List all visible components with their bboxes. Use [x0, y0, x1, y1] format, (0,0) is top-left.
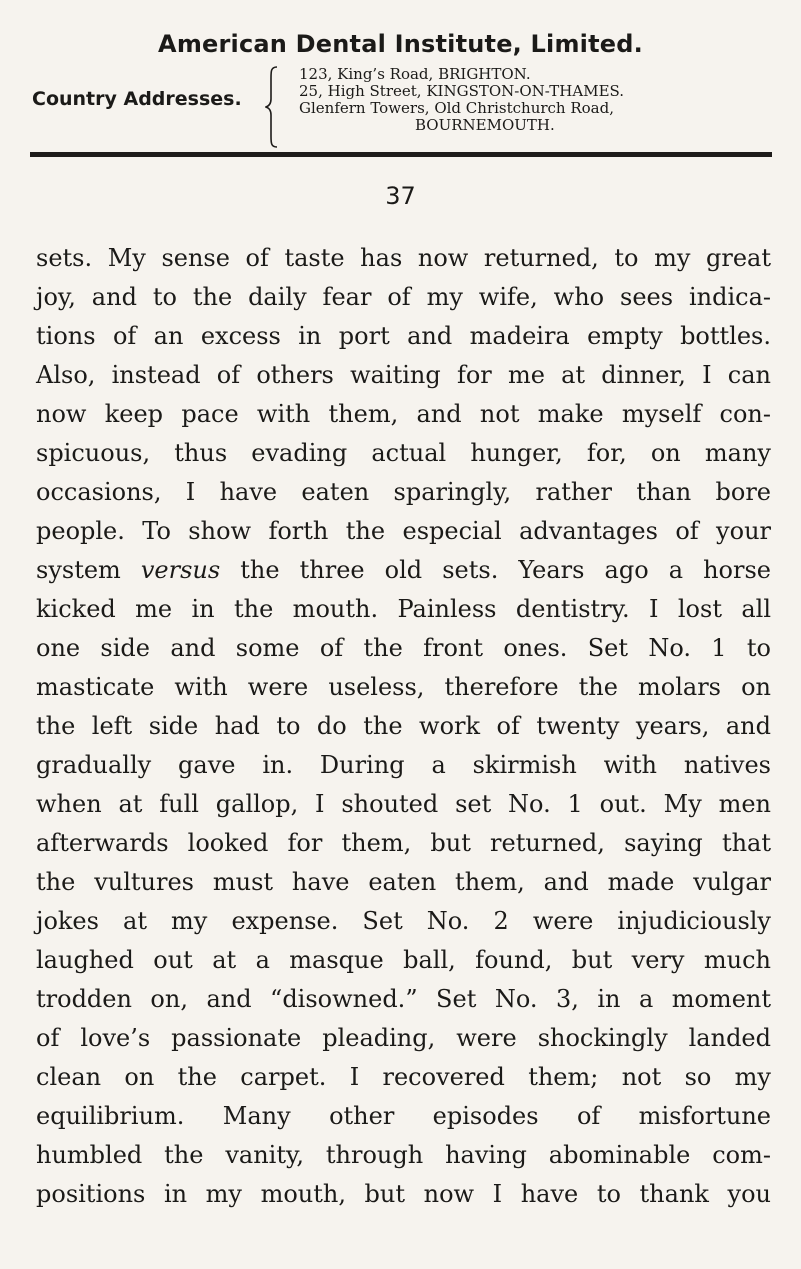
text-segment: system [36, 556, 141, 584]
text-line: trodden on, and “disowned.” Set No. 3, in a moment [36, 985, 771, 1013]
text-line: when at full gallop, I shouted set No. 1 out. My men [36, 790, 771, 818]
country-addresses-label: Country Addresses. [32, 88, 242, 110]
page-number: 37 [385, 182, 416, 210]
text-line: the left side had to do the work of twenty years, and [36, 712, 771, 740]
text-line: laughed out at a masque ball, found, but very much [36, 946, 771, 974]
text-line: one side and some of the front ones. Set No. 1 to [36, 634, 771, 662]
address-glenfern: Glenfern Towers, Old Christchurch Road, [299, 99, 614, 117]
italic-word: versus [140, 556, 221, 584]
text-line: now keep pace with them, and not make myself con- [36, 400, 771, 428]
header-divider [30, 152, 772, 157]
text-line: kicked me in the mouth. Painless dentistry. I lost all [36, 595, 771, 623]
text-line: people. To show forth the especial advantages of your [36, 517, 771, 545]
text-line: afterwards looked for them, but returned, saying that [36, 829, 771, 857]
text-line: spicuous, thus evading actual hunger, for, on many [36, 439, 771, 467]
text-line: gradually gave in. During a skirmish with natives [36, 751, 771, 779]
text-line: of love’s passionate pleading, were shockingly landed [36, 1024, 771, 1052]
text-line: joy, and to the daily fear of my wife, who sees indica- [36, 283, 771, 311]
text-line: masticate with were useless, therefore the molars on [36, 673, 771, 701]
text-line: Also, instead of others waiting for me at dinner, I can [36, 361, 771, 389]
address-list [299, 66, 769, 134]
address-bournemouth: BOURNEMOUTH. [415, 116, 555, 134]
text-line [36, 551, 771, 590]
address-brighton: 123, King’s Road, BRIGHTON. [299, 65, 531, 83]
text-line: occasions, I have eaten sparingly, rather than bore [36, 478, 771, 506]
text-line: equilibrium. Many other episodes of misfortune [36, 1102, 771, 1130]
text-line: clean on the carpet. I recovered them; not so my [36, 1063, 771, 1091]
body-text [36, 239, 771, 1214]
address-brace [265, 66, 279, 148]
text-line: sets. My sense of taste has now returned, to my great [36, 244, 771, 272]
text-segment: the three old sets. Years ago a horse [220, 556, 771, 584]
address-kingston: 25, High Street, KINGSTON-ON-THAMES. [299, 82, 625, 100]
letterhead-title: American Dental Institute, Limited. [158, 30, 643, 58]
text-line: positions in my mouth, but now I have to thank you [36, 1180, 771, 1208]
text-line: tions of an excess in port and madeira empty bottles. [36, 322, 771, 350]
text-line: jokes at my expense. Set No. 2 were injudiciously [36, 907, 771, 935]
text-line: humbled the vanity, through having abominable com- [36, 1141, 771, 1169]
text-line: the vultures must have eaten them, and made vulgar [36, 868, 771, 896]
